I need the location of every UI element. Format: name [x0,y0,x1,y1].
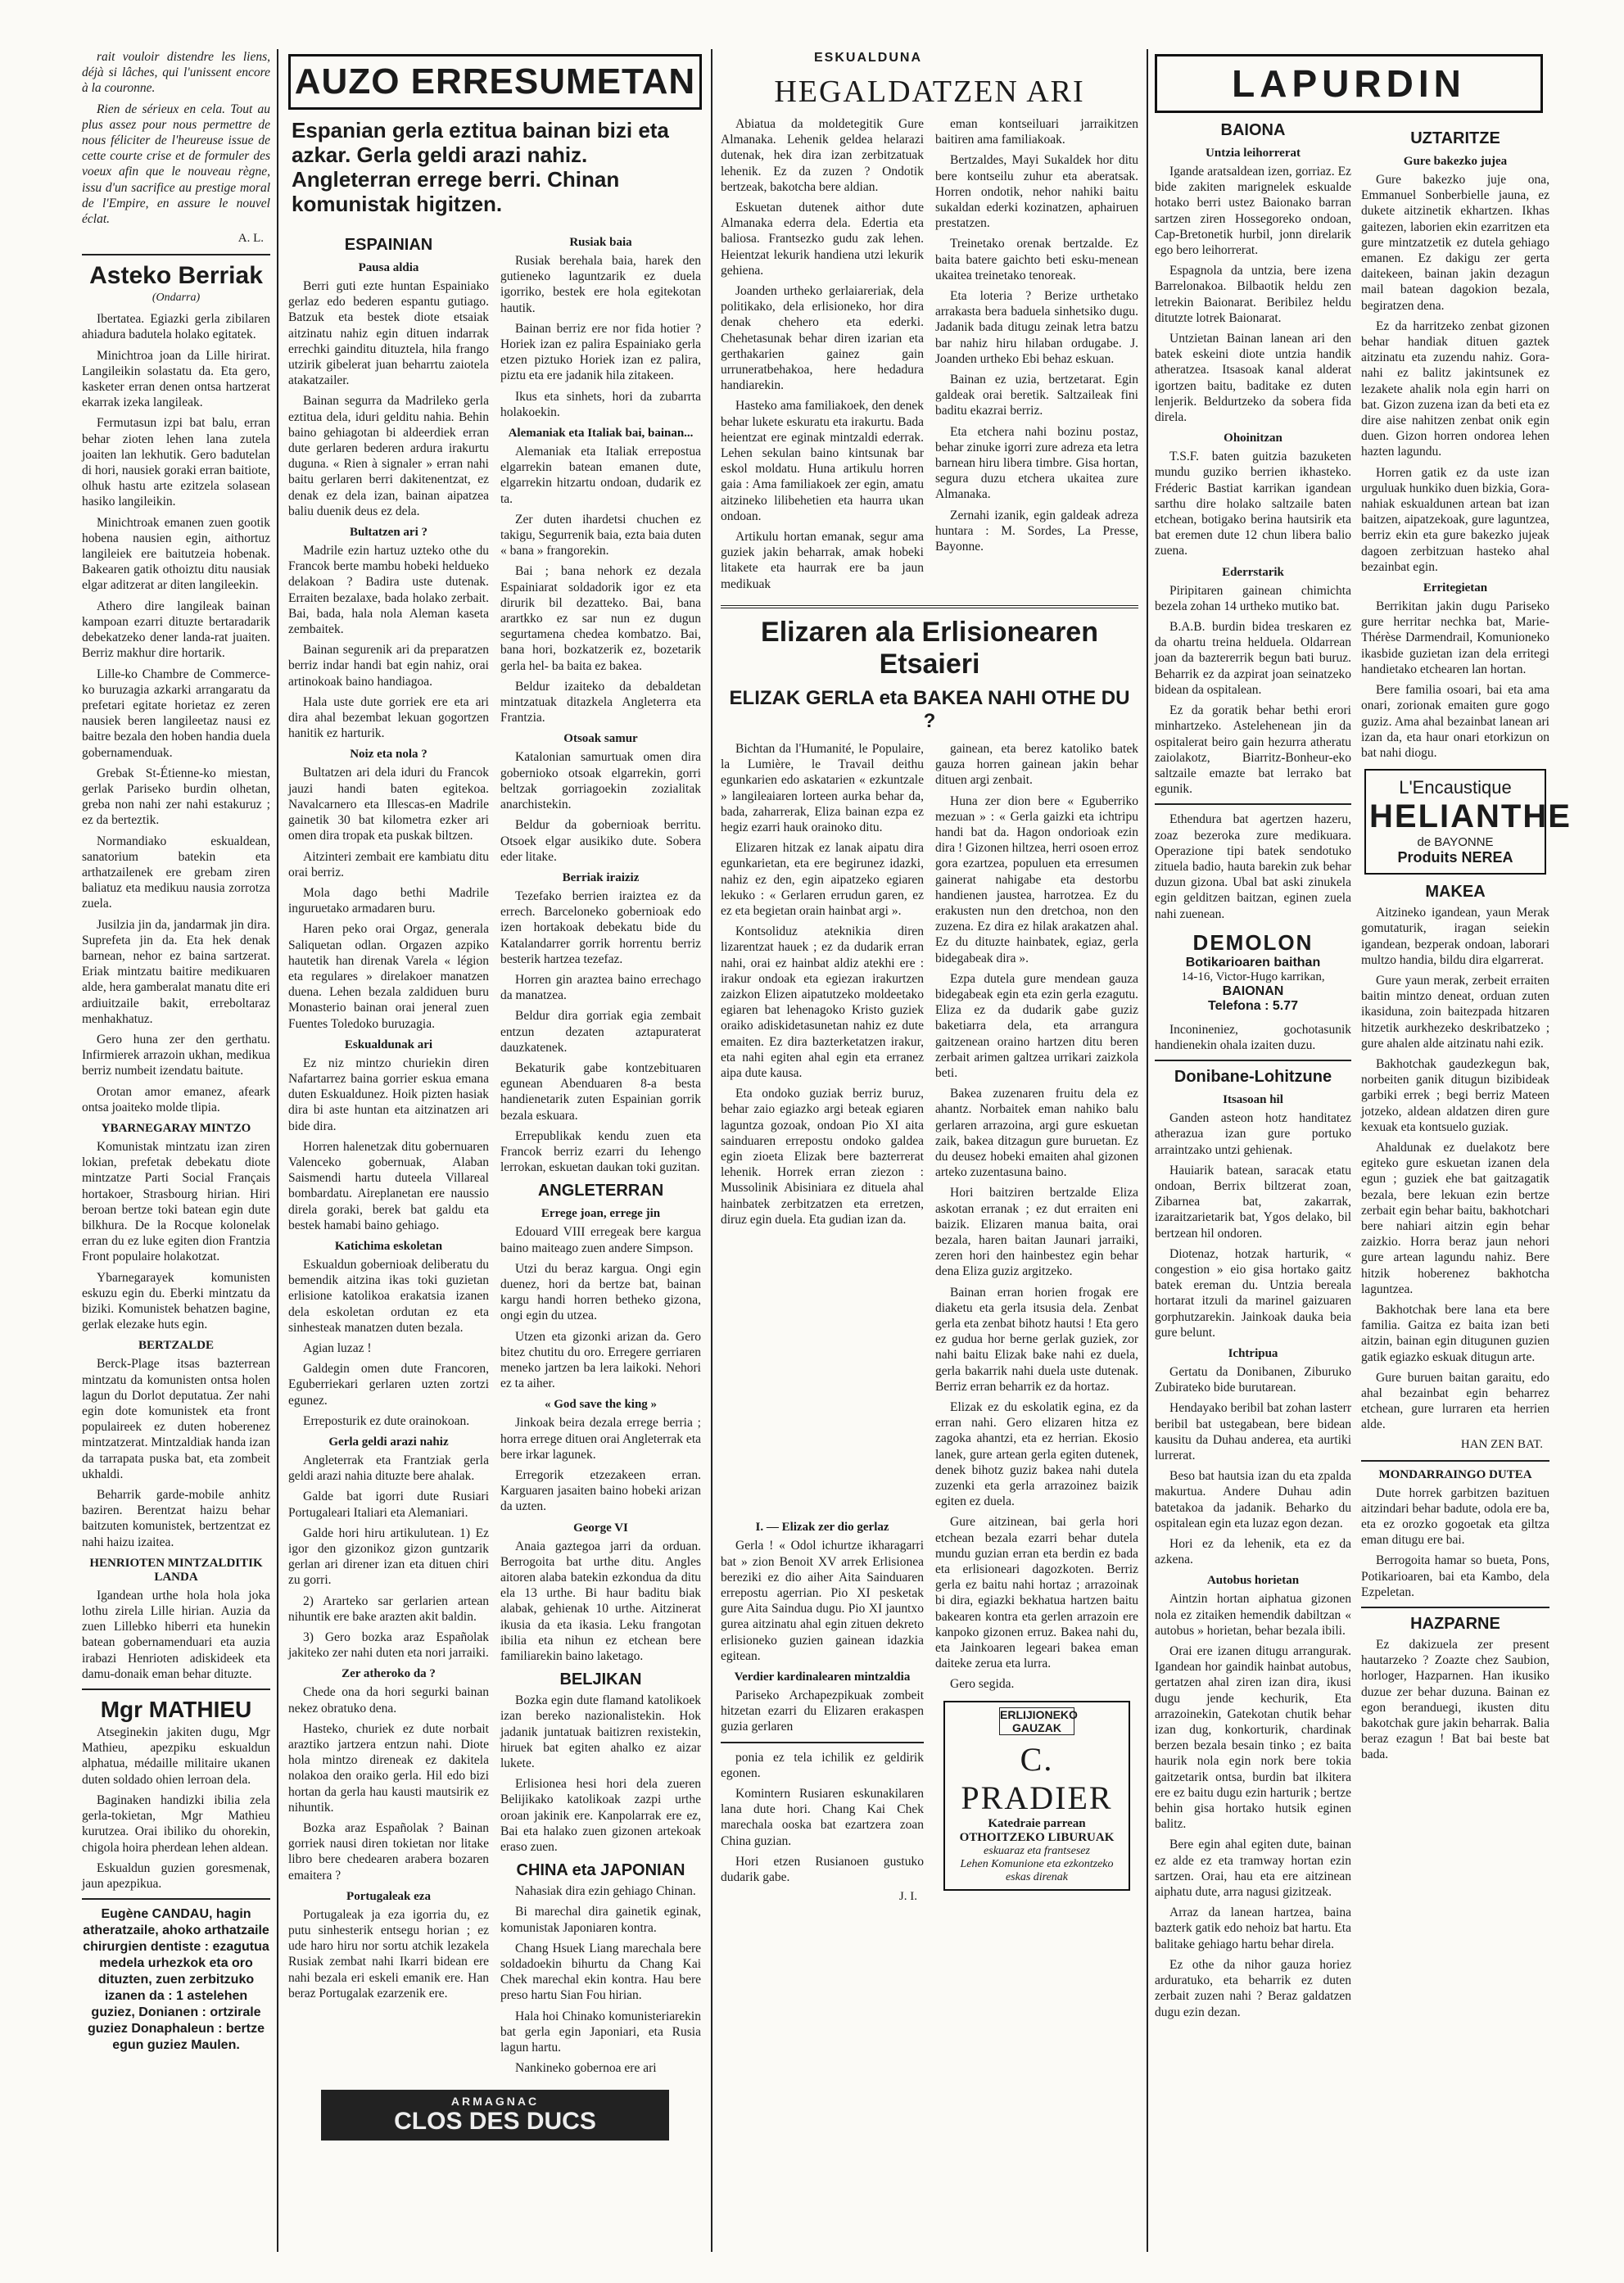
paragraph: Erreposturik ez dute orainokoan. [303,1413,470,1428]
paragraph: Hori etzen Rusianoen gustuko dudarik gabe. [721,1854,924,1885]
section-headline: Noiz eta nola ? [350,748,427,762]
column-rule [1147,49,1148,2252]
paragraph: Bi marechal dira gainetik eginak, komunistak Japoniaren kontra. [500,1905,701,1935]
subheadline: Untzia leihorrerat [1206,147,1301,160]
paragraph: Zer duten ihardetsi chuchen ez takigu, Segurrenik baia, ezta baia duten « bana » frangorekin. [500,512,701,558]
section-headline: Berriak iraiziz [562,870,640,884]
paragraph: Hauiarik batean, saracak etatu ondoan, Berrix biltzerat zoan, Zibarnea bat, zakarrak, izaraitzarietarik bat, Ygos delako, bil bertzean hil ondoren. [1155,1163,1351,1241]
section-headline: Alemaniak eta Italiak bai, bainan... [508,427,694,441]
paragraph: Agian luzaz ! [303,1340,372,1355]
article-body [82,311,270,1115]
paragraph: Huna zer dion bere « Eguberriko mezuan » : « Gerla gaizki eta ichtripu handi bat da. Hagon ondorioak ezin dira ! Gizonen hiltzea, herri osoen erroz gora ezartzea, populuen eta erresumen gainerat nahigabe eta destorbu handienen jaustea, harrotzea. Ez du erakusten nun den dretchoa, non den zuzena. Ez dira ez hilak arakatzen ahal. Ez du dituzte hainbatek, egiaz, gerla bidegabeak dira ». [935,793,1138,965]
paragraph: Tezefako berrien iraiztea ez da errech. Barceloneko gobernioak edo izen hortakoak debekatu bide du Katalandarrer gorrik horrentu berriz besterik hartzea tezefaz. [500,888,701,966]
paragraph: Komintern Rusiaren eskunakilaren lana dute hori. Chang Kai Chek marechala ooska bat ezartzera zoan China guzian. [721,1787,924,1848]
headline-donibane: Donibane-Lohitzune [1174,1068,1332,1087]
paragraph: Bere egin ahal egiten dute, bainan ez alde ez eta tramway hortan ezin sartzen. Orai, hau eta ere aitzinean aiphatu dute, arra nagusi gizitzeak. [1155,1838,1351,1900]
paragraph: Hendayako beribil bat zohan lasterr beribil bat ustegabean, bere bidean kausitu da Duhau anderea, eta aurtiki lurrerat. [1155,1401,1351,1462]
headline-bertzalde: BERTZALDE [138,1339,214,1353]
paragraph: Berrikitan jakin dugu Pariseko gure herritar nechka bat, Marie-Thérèse Darmendrail, Komunioneko ikasbide guzietan izan dela erritegi handietako etchearen lan hortan. [1361,599,1549,676]
subheadline: Gure bakezko jujea [1403,155,1508,168]
paragraph: Ethendura bat agertzen hazeru, zoaz bezeroka zure medikuara. Operazione tipi batek sendotuko zituela badio, hauta barekin zuk behar duzun gizona. Ubal bat aski zinukela egin gelditzen baitzan, eginen zuela nahi zuenean. [1155,812,1351,921]
paragraph: Elizak ez du eskolatik egina, ez da erran nahi. Gero elizaren hitza ez zagoka ahantzi, eta ez herrian. Ekosio lanek, gure artean gerla egiten dutenek, denek bihotz guziz bakea nahi dutela zuzenki eta gerla arrazoinez baizik egiten ez duela. [935,1400,1138,1509]
paragraph: Normandiako eskualdean, sanatorium batekin eta arthatzailenek ere grebam ziren baliatuz eta medikuu nausia zorrotza zuela. [82,834,270,911]
paragraph: Bozka egin dute flamand katolikoek izan bereko nazionalistekin. Hok jadanik juntatuak baitizren rexistekin, hiruek bat egiten ahalko ez aizar lukete. [500,1693,701,1771]
article-body [82,1356,270,1549]
paragraph: Treinetako orenak bertzalde. Ez baita batere gaichto beti esku-menean ukaitea treinetako tenoreak. [935,237,1138,283]
paragraph: Diotenaz, hotzak harturik, « congestion » eio gisa hortako gaitz batek ereman du. Untzia bereala hortarat itzuli da marinel gaizuaren gorphutzarekin. Jainkoak dauka beia gure belunt. [1155,1246,1351,1340]
headline-makea: MAKEA [1425,883,1486,902]
paragraph: Bainan segurra da Madrileko gerla eztitua dela, iduri gelditu nahia. Behin baino gehiagotan bi aldeerdiek erran dute gerlaren bederen ardura irakurtu duguna. « Rien à signaler » erran nahi baitu gerlaren berri dakitenentzat, ez denak ez dela izan, bainan aipatzea baliu duenik deus ez dela. [288,394,489,518]
paragraph: Galde bat igorri dute Rusiari Portugaleari Italiari eta Alemaniari. [288,1490,489,1520]
paragraph: Bakhotchak bere lana eta bere familia. Gaitza ez baita izan beti aitzin, bainan egin ditugunen guzien gatik egiazko eskuak ditugun arte. [1361,1302,1549,1364]
article-body [82,1139,270,1332]
headline-asteko-berriak: Asteko Berriak [89,262,263,290]
section-title-hegaldatzen: HEGALDATZEN ARI [774,75,1085,109]
paragraph: Espagnola da untzia, bere izena Barrelonakoa. Bilbaotik heldu zen letrekin Baionarat. Beribilez heldu ditutzte lotrek Baionarat. [1155,264,1351,325]
paragraph: Aitzineko igandean, yaun Merak gomutaturik, iragan seiekin igandean, bezperak ondoan, laborari multzo handia, bildu dira elgarrerat. [1361,906,1549,967]
paragraph: Erlisionea hesi hori dela zueren Belijikako katolikoak zazpi urthe oroan jakinik ere. Kanpolarrak ere ez, Bai eta halako zuen gizonen artekoak eraso zuen. [500,1777,701,1855]
section-headline: George VI [573,1521,628,1535]
paragraph: Rien de sérieux en cela. Tout au plus assez pour nous permettre de nous féliciter de l'heureuse issue de cette courte crise et de formuler des voeux afin que le nouveau règne, issu d'un sacrifice au prestige moral de l'Empire, en assure le nouvel éclat. [82,102,270,227]
paragraph: Eta ondoko guziak berriz buruz, behar zaio egiazko argi beteak egiaren laguntza gozoak, ondoan Pio XI aita sainduaren errepostu ondoko galdea egin zioeta Elizak bere bazterrerat lehenik. Horrek erran ziezon : Mussolinik Abisiniara ez dituela ahal hainbatek zerbitzatzen eta erretzen, diruz egin duela. Eta gudian izan da. [721,1087,924,1227]
paragraph: Bainan ez uzia, bertzetarat. Egin galdeak orai beretik. Saltzaileak fini baditu ekazrai berriz. [935,373,1138,418]
advert-clos-des-ducs: ARMAGNAC CLOS DES DUCS [321,2090,669,2141]
section-headline: « God save the king » [544,1398,658,1412]
paragraph: Galdegin omen dute Francoren, Eguberriekari gerlaren uzten zortzi egunez. [288,1362,489,1408]
paragraph: Gure yaun merak, zerbeit erraiten baitin mintzo deneat, orduan zuten ikasiduna, zoin baitezpada hitzaren hitzetik aurkhezeko deskribatzeko ; gure ahalen alde aitzinatu nahi ezik. [1361,973,1549,1051]
paragraph: Abiatua da moldetegitik Gure Almanaka. Lehenik geldea helarazi dutenak, hek dira izan zerbitzatuak lehenik. Ez da zuzen ? Ondotik bertzeak, bakotcha bere aldian. [721,117,924,194]
sub-column-left [721,1514,924,1912]
paragraph: Grebak St-Étienne-ko miestan, gerlak Pariseko burdin olhetan, greba non nahi zer nahi estakuruz ; ez da berteztik. [82,766,270,828]
paragraph: Beldur izaiteko da debaldetan mintzatuak ditazkela Angleterra eta Frantzia. [500,679,701,726]
paragraph: Ez dakizuela zer present hautarzeko ? Zoazte chez Saubion, horloger, Hazparnen. Han ikusiko duzue zer behar duzuna. Bainan ez egon beranduegi, ikusten ditu bakotchak gure jakin beharrak. Balia beraz ezagun ! Bat bai beste bat bada. [1361,1638,1549,1762]
headline-elizaren: Elizaren ala Erlisionearen Etsaieri [761,616,1098,680]
headline-baiona: BAIONA [1220,121,1286,139]
paragraph: Artikulu hortan emanak, segur ama guziek jakin beharrak, amak hobeki litakete eta haurrak ere ba jaun medikuak [721,530,924,591]
section-headline: Pausa aldia [358,261,419,274]
paragraph: Beso bat hautsia izan du eta zpalda makurtua. Andere Duhau adin batetakoa da jadanik. Beharko du ospitalean egin eta luzaz egon dezan. [1155,1469,1351,1530]
headline-hazparne: HAZPARNE [1410,1615,1500,1634]
paragraph: Orotan amor emanez, afeark ontsa joaiteko molde tlipia. [82,1084,270,1114]
paragraph: Edouard VIII erregeak bere kargua baino maiteago zuen andere Simpson. [500,1225,701,1255]
section-headline: Zer atheroko da ? [342,1667,436,1681]
subheadline: Itsasoan hil [1223,1093,1283,1107]
paragraph: Chang Hsuek Liang marechala bere soldadoekin bihurtu da Chang Kai Chek marechal ekin kontra. Hau bere preso hartu Sian Fou hirian. [500,1941,701,2003]
section-headline: Otsoak samur [563,732,638,746]
paragraph: 3) Gero bozka araz Españolak jakiteko zer nahi duten eta nori jarraiki. [288,1630,489,1661]
paragraph: Komunistak mintzatu izan ziren lokian, prefetak debekatu diote mintzatze Parti Social Français hortakoer, Strasbourg hirian. Hiri beroan bertze toki batean egin dute bilkhura. De la Rocque kolonelak erran du ez luke egiten dion Frantzia Front populaire holakotzat. [82,1139,270,1264]
paragraph: Bainan berriz ere nor fida hotier ? Horiek izan ez palira Espainiako gerla etzen piztuko Horiek izan ez palira, piztu eta ere jadanik hila zitakeen. [500,321,701,383]
paragraph: Pariseko Archapezpikuak zombeit hitzetan ezarri du Elizaren erakaspen guzia gerlaren [721,1689,924,1734]
paragraph: Utzi du beraz kargua. Ongi egin duenez, hori da bertze bat, bainan kargu handi horren betheko gizona, ongi egin du utzea. [500,1261,701,1323]
paragraph: rait vouloir distendre les liens, déjà si lâches, qui l'unissent encore à la couronne. [82,50,270,96]
paragraph: Horren gin araztea baino errechago da manatzea. [500,972,701,1003]
paragraph: Bekaturik gabe kontzebituaren egunean Abenduaren 8-a besta handienetarik zuten Espainian gorrik bezala eskuara. [500,1060,701,1123]
paragraph: Joanden urtheko gerlaiareriak, dela politikako, dela erlisioneko, hor dira denak chehero eta ederki. Chehetasunak behar diren izarian eta gerthakarien gainez gain urruneratbehakoa, here hedadura handiarekin. [721,284,924,393]
paragraph: Nahasiak dira ezin gehiago Chinan. [515,1884,696,1899]
paragraph: Beharrik garde-mobile anhitz baziren. Berentzat haizu behar baitzuten komunistek, bertzentzat ez nahi haizu izaitea. [82,1488,270,1549]
paragraph: Hasteko ama familiakoek, den denek behar lukete eskuratu eta irakurtu. Bada heientzat ere eginak mintzaldi ederrak. Lehen sekulan baino kintsunak bar eskol moldatu. Huna artikulu horren gaia : Ama familiakoek zer egin, amatu aitzineko lilibehetien eta haurra ukan ondoan. [721,399,924,523]
paragraph: Bultatzen ari dela iduri du Francok jauzi handi baten egitekoa. Navalcarnero eta Illescas-en Madrile gainetik 30 bat kilometra ezker ari omen dira tropak eta puskak biltzen. [288,766,489,843]
paragraph: Ahaldunak ez duelakotz bere egiteko gure eskuetan izanen dela egun ; guziek ehe bat gaitzagatik bezala, bere lekuan ezin bertze zerbait egin behar baitu, bakhotchari bere nahiari aitzin egin behar zaizkio. Horra beraz jaun nehori gure artean lagundu nahiz. Bere hitzik hoberenez bakhotcha laguntzea. [1361,1140,1549,1296]
paragraph: Minichtroak emanen zuen gootik hobena nausien egin, aithortuz langileiek ere baitutzeia hobenak. Bakearen gatik othoiztu ditu nausiak elgar aditzerat ar diten langileekin. [82,515,270,593]
section-headline: BELJIKAN [559,1670,642,1689]
paragraph: Portugaleak ja eza igorria du, ez putu sinhesterik entsegu horian ; ez ude haro hiru nor sortu atchik lezakela Rusiak zembat nahi Ikarri bidean ere nahi bezala eri eskeli emanik ere. Han beraz Portugalak ezarzenik ere. [288,1907,489,2000]
paragraph: Eskualdun guzien goresmenak, jaun apezpikua. [82,1860,270,1891]
paragraph: Bere familia osoari, bai eta ama onari, zorionak emaiten gure gogo guziz. Ama ahal bezainbat lanean ari izan da, eta haur onari etorkizun on bat nahi diogu. [1361,683,1549,760]
paragraph: Ikus eta sinhets, hori da zubarrta holakoekin. [500,389,701,419]
paragraph: Dute horrek garbitzen bazituen aitzindari behar badute, odola ere ba, eta ez orozko gogoetak eta giltza eman ditugu ere bai. [1361,1485,1549,1548]
sub-column-right [935,116,1138,597]
article-body [82,1588,270,1682]
paragraph: Hori baitziren bertzalde Eliza askotan erranak ; ez dut erraiten eni baizik. Elizaren manua baita, orai bezala, haren baitan Jaunari jarraiki, zeren hori den hainbestez egin behar dena Eliza guziz argitzeko. [935,1186,1138,1279]
paragraph: Orai ere izanen ditugu arrangurak. Igandean hor gaindik hainbat autobus, gertatzen ahal ziren izan dira, ikusi dugu jende kechurik, Eta arrazoinekin, Gatekotan chutik behar izan dug, konkorturik, chardinak berzen bezala besain tinko ; ez baita haurik nola egin nork bere tokia gaitzetarik ontsa, burdin bat ilkitera ere ez baitu dugu ezin harturik ; bertze behin gisa hortako hutsik eginen balitz. [1155,1644,1351,1832]
paragraph: Anaia gaztegoa jarri da orduan. Berrogoita bat urthe ditu. Angles aitoren alaba batekin ezkondua da ditu ela 13 urthe. Bi haur baditu biak alabak, gehienak 10 urthe. Aitzinerat ikusia da eta ikasia. Leku frangotan ibilia eta nihun ez etchean bere familiarekin baino laketago. [500,1539,701,1664]
paragraph: Gure aitzinean, bai gerla hori etchean bezala ezarri behar dutela mundu guzian erran eta berdin ez bada eta erlisioneari dagozkoten. Berriz gerla ez baitu nahi hortaz ; arrazoinak bi dira, egiazki bekhatua hartzen baitu bakearen kontra eta gerlen arrazoin ere kanpoko gizonen erruz. Bakea nahi du, eta Jainkoaren legeari bakea eman daiteke zerua eta lurra. [935,1515,1138,1671]
paragraph: Galde hori hiru artikulutean. 1) Ez igor den gizonikoz gizon guntzarik gerlan ari direner izan eta dituen chiri zu gorri. [288,1526,489,1588]
paragraph: Hala uste dute gorriek ere eta ari dira ahal bezembat lekuan gogortzen hanitik ez harturik. [288,694,489,741]
paragraph: Hori ez da lehenik, eta ez da azkena. [1155,1537,1351,1567]
paragraph: Untzietan Bainan lanean ari den batek eskeini diote untzia handik atheratzea. Itsasoak kanal alderat igortzen baitu, baditake ez duten lenjerik. Beldurtzeko da sobera fida direla. [1155,332,1351,425]
paragraph: Baginaken handizki ibilia zela gerla-tokietan, Mgr Mathieu kurutzea. Orai ibiliko du ohorekin, chigola hoira pherdean lehen aldean. [82,1792,270,1855]
paragraph: Lille-ko Chambre de Commerce-ko buruzagia azkarki arrangaratu da prefetari egitate horietaz ez zeren nausiek beren langileetaz nausi ez baitre bezala den hoben handia duela gobernamenduak. [82,667,270,760]
column-5 [1361,123,1572,2260]
section-headline: Gerla geldi arazi nahiz [328,1435,449,1449]
paragraph: Ez da goratik behar bethi erori minhartzeko. Astelehenean jin da ospitalerat beiro gain hezurra atheratu zaiolakotz, Biarritz-Bonheur-eko saltzaile emazte bat lerrako bat egunik. [1155,703,1351,797]
headline-elizak-gerla: ELIZAK GERLA eta BAKEA NAHI OTHE DU ? [729,686,1130,732]
paragraph: eman kontseiluari jarraikitzen baitiren ama familiakoak. [935,117,1138,147]
paragraph: Nankineko gobernoa ere ari [515,2061,657,2076]
paragraph: Jinkoak beira dezala errege berria ; horra errege dituen orai Angleterrak eta bere irkar lagunek. [500,1416,701,1462]
column-1 [82,49,270,2260]
paragraph: Arraz da lanean hartzea, baina bazterk gatik edo nehoiz bat hartu. Eta balitake gehiago hartu behar direla. [1155,1906,1351,1951]
paragraph: Hala hoi Chinako komunisteriarekin bat gerla egin Japoniari, eta Rusia lagun hartu. [500,2009,701,2055]
paragraph: Eta loteria ? Berize urthetako arrakasta bera baduela sinhetsiko dugu. Jadanik bada ditugu zeinak letra batzu bar nahiz hiru hilaban ordugabe. J. Joanden urtheko Ebi behaz eskuan. [935,289,1138,366]
subheadline: Ohoinitzan [1224,432,1282,445]
paragraph: Horren halenetzak ditu gobernuaren Valenceko gobernuak, Alaban Saismendi hartu duteela Villareal bombardatu. Aireplanetan ere naussio direla goraki, berek bat galdu eta bestek hamabi baino gehiago. [288,1139,489,1232]
paragraph: Rusiak berehala baia, harek den gutieneko laguntzarik ez duela igorriko, bestek ere hola egitekotan hautik. [500,254,701,315]
headline-uztaritze: UZTARITZE [1410,129,1500,147]
paragraph: Eskualdun gobernioak deliberatu du bemendik aitzina ikas toki guzietan erlisione katolikoa erakatsia izanen dela eskoletan ordutan ez eta sinhesteak manatzen duten bezala. [288,1257,489,1335]
headline-mathieu: Mgr MATHIEU [100,1697,252,1723]
paragraph: Haren peko orai Orgaz, generala Saliquetan odlan. Orgazen azpiko hautetik han direnak Varela « légion eta regulares » direlakoer manatzen duena. Lehen bezala zaldiduen buru Monasterio bainan orai jeneral zuen Fuentes Toledoko buruzagia. [288,922,489,1031]
sub-column-left [288,229,489,2082]
sub-column-left [721,116,924,597]
paragraph: Ez da harritzeko zenbat gizonen behar handiak dituen gaztek aitzinatu eta zuzendu nahiz. Gora-nahi ez balitz jakintsunek ez lezakete ahalik nola egin harri on bat. Gizon zuzena izan da beti eta ez dire aise nahitzen zenbat onik egin duen. Gizon horren ondorea lehen hazten lagundu. [1361,319,1549,459]
paragraph: Elizaren hitzak ez lanak aipatu dira egunkarietan, eta ere begirunez idazki, nahiz ez den, egin aipatzeko egiaren lekuko : « Gerlaren errudun garen, ez ez eta begietan orain hainbat argi ». [721,841,924,918]
subheadline: Ichtripua [1228,1346,1278,1360]
paragraph: Bichtan da l'Humanité, le Populaire, la Lumière, le Travail deithu egunkarien edo askatarien « ezkuntzale » langileaiaren lorteen aurka behar da, bada, zaharrerak, Eliza bainan ezpa ez hegiz ezarri hauk orainoko ditu. [721,741,924,834]
subheadline: Autobus horietan [1206,1574,1300,1588]
paragraph: Igande aratsaldean izen, gorriaz. Ez bide zakiten marignelek eskualde hotako berri ustez Baionako barran sartzen ziren Hossegoreko ondoan, Cap-Bretonetik hurbil, jonn direlarik ego bero leihorrerat. [1155,165,1351,258]
paragraph: Kontsoliduz ateknikia diren lizarentzat hauek ; ez da dudarik erran nahi, orai ez hainbat aldiz atekhi ere : irakur ondoak eta egiezan irakurtzen zaizkon Elizen aipatutzeko moldeetako egiaren bat lehenagoko Kristo guziek oraiko adiskidetasunetan nahiz ez dute emaiten. Ez dira bazterketatzen irakur, eta nahi egiten ahal egin eta erranez aipa dute kausa. [721,925,924,1080]
paragraph: Bozka araz Españolak ? Bainan gorriek nausi diren tokietan nor litake libro bere chedearen arabera bozaren emaitera ? [288,1821,489,1883]
paragraph: Gero segida. [950,1677,1015,1692]
paragraph: Ez othe da nihor gauza horiez arduratuko, eta beharrik ez duten zerbait zuzen nahi ? Beraz galdatzen dugu ezin dezan. [1155,1957,1351,2019]
paragraph: Zernahi izanik, egin galdeak adreza huntara : M. Sordes, La Presse, Bayonne. [935,508,1138,554]
paragraph: Berrogoita hamar so bueta, Pons, Potikarioaren, bai eta Kambo, dela Ezpeletan. [1361,1553,1549,1599]
headline-mondarrain: MONDARRAINGO DUTEA [1378,1467,1532,1481]
paragraph: Piripitaren gainean chimichta bezela zohan 14 urtheko mutiko bat. [1155,583,1351,613]
headline-verdier: Verdier kardinalearen mintzaldia [734,1670,911,1684]
paragraph: Ibertatea. Egiazki gerla zibilaren ahiadura badutela holako egitatek. [82,312,270,342]
section-headline: Katichima eskoletan [334,1239,443,1253]
sub-column-right [935,1514,1138,1912]
paragraph: Eta etchera nahi bozinu postaz, behar zinuke igorri zure adreza eta letra barnean hiru libera timbre. Gisa hortan, segura duzu etchera ukaitea zure Almanaka. [935,424,1138,502]
headline-ybarnegaray: YBARNEGARAY MINTZO [101,1121,251,1135]
signature: A. L. [237,232,264,246]
advert-candau: Eugène CANDAU, hagin atheratzaile, ahoko arthatzaile chirurgien dentiste : ezagutua medela urhezkok eta oro dituzten, zuen zerbitzuko izanen da : 1 astelehen guziez, Donianen : ortzirale guziez Donaphaleun : bertze egun guziez Maulen. [83,1907,269,2053]
paragraph: Chede ona da hori segurki bainan nekez obratuko dena. [288,1685,489,1716]
subheadline: Ederrstarik [1222,565,1284,579]
paragraph: Katalonian samurtuak omen dira gobernioko otsoak elgarrekin, gorri beltzak gorriagoekin zozialitak anarchistekin. [500,750,701,812]
section-deck: Espanian gerla eztitua bainan bizi eta azkar. Gerla geldi arazi nahiz. Angleterran errege berri. Chinan komunistak higitzen. [292,118,669,216]
column-rule [277,49,278,2252]
paragraph: Ezpa dutela gure mendean gauza bidegabeak egin eta ezin gerla ezagutu. Eliza ez da dudarik gabe guziz baketiarra dela, eta arrangura gaitzenean oraino hartzen ditu beren zerbait arimen galtzea urrikari zaizkola beti. [935,971,1138,1080]
paragraph: Bakea zuzenaren fruitu dela ez ahantz. Norbaitek eman nahiko balu gerlaren arrazoina, argi gure eskuetan zaik, bakea ditzagun gure buruetan. Ez du deusez hobeki emaiten ahal gizonen arteko zuzentasuna baino. [935,1087,1138,1180]
paragraph: Bai ; bana nehork ez dezala Espainiarat soldadorik igor ez eta dirurik bil dezatteko. Bai, bana arartkko ez sar nun ez dugun segurtamena chedea kombatzo. Bai, bana hori, bozkatzerik ez, bozetarik gerla hel- ba baita ez bakea. [500,564,701,673]
paragraph: Mola dago bethi Madrile inguruetako armadaren buru. [288,885,489,916]
intro-text [82,49,270,227]
paragraph: Beldur dira gorriak egia zembait entzun dezaten aztapuraterat dauzkatenek. [500,1009,701,1055]
article-body [82,1725,270,1892]
paragraph: Bakhotchak gaudezkegun bak, norbeiten ganik ditugun bizibideak garbiki errek ; begi berriz Mateen jotzeko, aldean aldatzen diren gure kexuak eta kontsuelo guziak. [1361,1056,1549,1134]
paragraph: 2) Ararteko sar gerlarien artean nihuntik ere bake arazten akit baldin. [288,1594,489,1624]
paragraph: Berri guti ezte huntan Espainiako gerlaz edo bederen espantu gutiago. Batzuk eta bestek diote etsaiak aitzinatu nahiz egin dituen indarrak errechki gainditu dituztela, hila frango utzirik gibelerat juan beharrtu zaiotela atakatzailer. [288,279,489,388]
paragraph: Hasteko, churiek ez dute norbait araztiko jartzera entzun nahi. Diote hola mintzo direneak ez dakitela nolakoa den oraiko gerla. Hil edo bizi hortan da gerla hau kausti mautsirik ez nihuntik. [288,1721,489,1815]
sub-column-left [721,741,924,1515]
paragraph: Atseginekin jakiten dugu, Mgr Mathieu, apezpiku eskualdun alphatua, médaille militaire ukanen duten soldado ohien lerroan dela. [82,1725,270,1787]
section-headline: Rusiak baia [569,236,632,249]
paragraph: Alemaniak eta Italiak errepostua elgarrekin batean emanen dute, elgarrekin hitzartu ondoan, dudarik ez ta. [500,445,701,506]
section-number: I. — Elizak zer dio gerlaz [755,1521,889,1535]
section-title-lapurdin: LAPURDIN [1155,54,1543,113]
paragraph: Errepublikak kendu zuen eta Francok berriz ezarri du Iehengo lerrokan, eskuetan daukan toki guzitan. [500,1128,701,1175]
paragraph: Gerla ! « Odol ichurtze ikharagarri bat » zion Benoit XV arrek Erlisionea bereziki ez dio aiher Aita Sainduaren errepostu agerrian. Pio XI pesketak gure Aita Saindua dugu. Pio XI jauntxo gurea aitzinatu ahal egin zituen dekreto erlisioneko guzien gainean idazkia egitean. [721,1539,924,1663]
paragraph: Ganden asteon hotz handitatez atherazua izan gure portuko arraintzako untzi gehienak. [1155,1111,1351,1157]
paragraph: Gertatu da Donibanen, Ziburuko Zubirateko bide burutarean. [1155,1364,1351,1395]
advert-pradier: ERLIJIONEKO GAUZAK C. PRADIER Katedraie parrean OTHOITZEKO LIBURUAK eskuaraz eta frantsesez Lehen Komunione eta ezkontzeko eskas direnak [943,1701,1130,1891]
paragraph: Bainan segurenik ari da preparatzen berriz indar handi bat egin nahiz, orai artinokoak baino handiagoa. [288,643,489,689]
paragraph: Utzen eta gizonki arizan da. Gero bitez chutitu du oro. Erregere gerriaren meneko jartzen ba lera laikoki. Nehori ez ta aiher. [500,1329,701,1391]
running-header: ESKUALDUNA [814,51,922,65]
paragraph: Ez niz mintzo churiekin diren Nafartarrez baina gorrier eskua emana duten Eskualdunez. Hoik pizten hasiak dira bi aste huntan eta aitzinatzen ari bide dira. [288,1056,489,1133]
section-headline: Errege joan, errege jin [541,1207,661,1221]
advert-helianthe: L'Encaustique HELIANTHE de BAYONNE Produits NEREA [1364,769,1546,875]
paragraph: gainean, eta berez katoliko batek gauza horren gainean jakin behar dituen argi zenbait. [935,741,1138,788]
paragraph: Angleterrak eta Frantziak gerla geldi arazi nahia dituzte bere ahalak. [288,1453,489,1484]
subheadline: (Ondarra) [152,292,201,305]
subheadline: Erritegietan [1423,581,1488,595]
paragraph: Gure buruen baitan garaitu, edo ahal bezainbat egin beharrez etchean, gure lurraren eta herrien alde. [1361,1370,1549,1432]
column-3 [721,49,1138,2260]
paragraph: Madrile ezin hartuz uzteko othe du Francok berte mambu hobeki heldueko delakoan ? Badira uste dutenak. Erraiten bezalaxe, bada holako zerbait. Bai, bada, hala nola Aleman kaseta zembaitek. [288,544,489,637]
paragraph: B.A.B. burdin bidea treskaren ez da ohartu treina helduela. Oldarrean joan da baztererrik begun bati buruz. Beharrik ez da azpirat joan seinatzeko bidean da ospitalean. [1155,620,1351,697]
headline-henrioten: HENRIOTEN MINTZALDITIK LANDA [89,1556,263,1584]
headline-espainian: ESPAINIAN [344,236,433,254]
paragraph: T.S.F. baten guitzia bazuketen mundu guziko berrien ikhasteko. Fréderic Bastiat karrikan igandean sarthu dire holako saltzaile baten etchean, botigako berina hautsirik eta bat eremen dute 12 chun libera balio zuena. [1155,450,1351,558]
paragraph: Ybarnegarayek komunisten eskuzu egin du. Eberki mintzatu da biziki. Komunistek behatzen bagine, gerlak elezake huts egin. [82,1270,270,1332]
column-2 [288,49,702,2260]
paragraph: Gure bakezko juje ona, Emmanuel Sonberbielle jauna, ez dukete aitzinetik ekhartzen. Ikhas gaitezen, laborien ekin ezarritzen eta gure mintzatzetik ez dutela gehiago emanen. Ez dakigu zer gerta daitekeen, bainan jakin dezagun mail batean dagokion bezala, begiratzen dena. [1361,173,1549,313]
sub-column-right [935,741,1138,1515]
paragraph: Minichtroa joan da Lille hirirat. Langileikin solastatu da. Eta gero, kasketer erran denen ontsa hartzerat ekarrak izeka langileak. [82,348,270,410]
paragraph: Gero huna zer den gerthatu. Infirmierek arrazoin ukhan, medikua berriz numbeit izendatu baitute. [82,1032,270,1078]
advert-text: Inconineniez, gochotasunik handienekin ohala izaiten duzu. [1155,1022,1351,1052]
paragraph: Beldur da gobernioak berritu. Otsoek elgar ausikiko dute. Sobera eder litake. [500,818,701,864]
section-headline: ANGLETERRAN [537,1182,664,1200]
paragraph: Jusilzia jin da, jandarmak jin dira. Suprefeta jin da. Eta hek denak barnean, nehor ez baina sartzerat. Eriak mintzatu baitire medikuaren alde, hera gamberalat manatu dite eri ardiuitzaile bakit, erreboltaraz menhakhatuz. [82,917,270,1026]
paragraph: Berck-Plage itsas bazterrean mintzatu da komunisten ontsa holen lagun du Dorlot deputatua. Zer nahi egin dote komunistek eta front populaireek ez duten hoberenez mintzatzerat. Mintzaldiak handa izan da tarrapata puska bat, eta zombeit ukhaldi. [82,1357,270,1481]
section-headline: Portugaleak eza [346,1889,431,1903]
sub-column-right [500,229,701,2082]
paragraph: Athero dire langileak bainan kampoan ezarri dituzte bertaradarik debekatzeko dener landa-rat juaiten. Berriz makhur dire hortarik. [82,599,270,661]
section-headline: Eskualdunak ari [344,1038,433,1051]
paragraph: Igandean urthe hola hola joka lothu zirela Lille hirian. Auzia da zuen Lillebko hiberri eta hunekin batean gobernamenduari eta auzia irabazi Henrioten adiskideek eta damu-donaik eman behar dituzte. [82,1588,270,1681]
paragraph: Aintzin hortan aiphatua gizonen nola ez zitaiken hemendik dabiltzan « autobus » horietan, behar bezala ibili. [1155,1592,1351,1638]
section-title-auzo-erresumetan: AUZO ERRESUMETAN [288,54,702,110]
paragraph: ponia ez tela ichilik ez geldirik egonen. [721,1750,924,1780]
paragraph: Bainan erran horien frogak ere diaketu eta gerla itsusia dela. Zenbat gerla eta zenbat bihotz hautsi ! Eta gero ez gudua hor berne gerlak guziek, zor nahi baitu Elizak bake nahi ez duela, gerla bakarrik nahi duela uste dutenak. Berriz erran beharrik ez da hortaz. [935,1285,1138,1394]
section-headline: CHINA eta JAPONIAN [516,1861,685,1880]
paragraph: Eskuetan dutenek aithor dute Almanaka ederra dela. Edertia eta baliosa. Frantsezko gudu zak lehen. Heientzat lekurik handiena utzi lekurik gehiena. [721,201,924,278]
paragraph: Bertzaldes, Mayi Sukaldek hor ditu bere kontseilu zuhur eta aberatsak. Horren ondotik, nehor nahiki baitu sukaldan ederki kozinatzen, aphairuen prestatzen. [935,153,1138,231]
paragraph: Fermutasun izpi bat balu, erran behar zioten lehen lana zutela joaiten lan lekhutik. Gero badutelan di hori, nausiek goraki erran baitiote, olhuk hastu arte ezitzela solasean hasiko langileikin. [82,416,270,509]
advert-demolon: DEMOLON Botikarioaren baithan 14-16, Victor-Hugo karrikan, BAIONAN Telefona : 5.77 [1181,929,1325,1013]
column-rule [711,49,712,2252]
section-headline: Bultatzen ari ? [350,526,427,540]
paragraph: Erregorik etzezakeen erran. Karguaren jasaiten baino hobeki arizan da uzten. [500,1468,701,1514]
paragraph: Horren gatik ez da uste izan urguluak hunkiko duen bizkia, Gora-nahiak eskualdunen artean bat izan baitzen, aipatzekoak, gure laguntzea, berriz ekin eta gure bakezko jujeak dagoen zerbitzuan hasteko ahal bezainbat egin. [1361,465,1549,574]
signature: HAN ZEN BAT. [1460,1437,1543,1451]
signature: J. I. [898,1890,917,1904]
paragraph: Aitzinteri zembait ere kambiatu ditu orai berriz. [288,849,489,879]
